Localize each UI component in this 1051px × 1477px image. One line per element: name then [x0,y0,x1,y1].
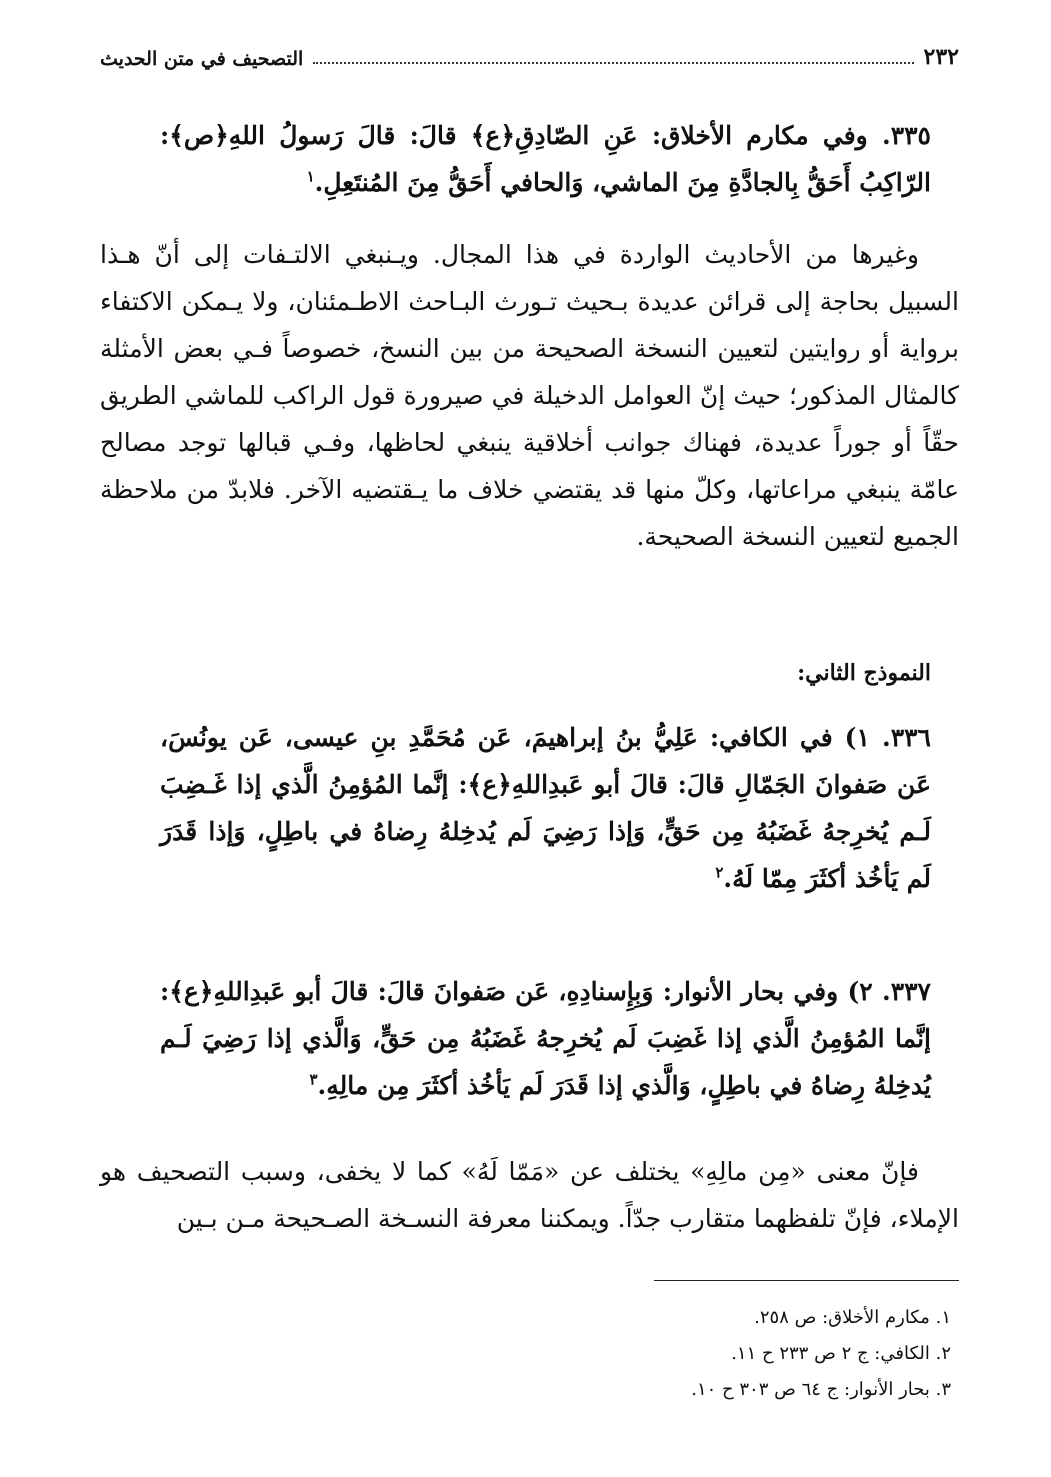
hadith-337 [160,968,931,1109]
footnote-ref-3[interactable]: ٣ [309,1070,318,1089]
page-number: ٢٣٢ [923,44,959,70]
footnotes-list [500,1300,951,1408]
footnote-1: ١. مكارم الأخلاق: ص ٢٥٨. [754,1307,951,1328]
footnote-ref-2[interactable]: ٢ [715,863,724,882]
hadith-336 [160,714,931,902]
running-title: التصحيف في متن الحديث [100,48,304,70]
hadith-337-text: ٣٣٧. ٢) وفي بحار الأنوار: وَبِإِسنادِهِ، عَن صَفوانَ قالَ: قالَ أبو عَبدِاللهِ﴿ع﴾: إنَّما المُؤمِنُ الَّذي إذا غَضِبَ لَم يُخرِجهُ غَضَبُهُ مِن حَقٍّ، وَالَّذي إذا رَضِيَ لَـم يُدخِلهُ رِضاهُ في باطِلٍ، وَالَّذي إذا قَدَرَ لَم يَأخُذ أكثَرَ مِن مالِهِ. [160,977,931,1100]
footnote-3: ٣. بحار الأنوار: ج ٦٤ ص ٣٠٣ ح ١٠. [691,1379,951,1400]
footnote-divider [654,1280,959,1281]
hadith-336-text: ٣٣٦. ١) في الكافي: عَلِيُّ بنُ إبراهيمَ، عَن مُحَمَّدِ بنِ عيسى، عَن يونُسَ، عَن صَفوانَ الجَمّالِ قالَ: قالَ أبو عَبدِاللهِ﴿ع﴾: إنَّما المُؤمِنُ الَّذي إذا غَـضِبَ لَـم يُخرِجهُ غَضَبُهُ مِن حَقٍّ، وَإذا رَضِيَ لَم يُدخِلهُ رِضاهُ في باطِلٍ، وَإذا قَدَرَ لَم يَأخُذ أكثَرَ مِمّا لَهُ. [160,723,931,893]
body-paragraph-1: وغيرها من الأحاديث الواردة في هذا المجال. ويـنبغي الالتـفات إلى أنّ هـذا السبيل بحاجة إلى قرائن عديدة بـحيث تـورث البـاحث الاطـمئنان، ولا يـمكن الاكتفاء برواية أو روايتين لتعيين النسخة الصحيحة من بين النسخ، خصوصاً فـي بعض الأمثلة كالمثال المذكور؛ حيث إنّ العوامل الدخيلة في صيرورة قول الراكب للماشي الطريق حقّاً أو جوراً عديدة، فهناك جوانب أخلاقية ينبغي لحاظها، وفـي قبالها توجد مصالح عامّة ينبغي مراعاتها، وكلّ منها قد يقتضي خلاف ما يـقتضيه الآخر. فلابدّ من ملاحظة الجميع لتعيين النسخة الصحيحة. [100,240,959,551]
hadith-335 [160,112,931,206]
body-paragraph-2: فإنّ معنى «مِن مالِهِ» يختلف عن «مَمّا لَهُ» كما لا يخفى، وسبب التصحيف هو الإملاء، فإنّ تلفظهما متقارب جدّاً. ويمكننا معرفة النسـخة الصـحيحة مـن بـين [100,1157,959,1233]
footnote-ref-1[interactable]: ١ [306,167,315,186]
hadith-335-text: ٣٣٥. وفي مكارم الأخلاق: عَنِ الصّادِقِ﴿ع﴾ قالَ: قالَ رَسولُ اللهِ﴿ص﴾: الرّاكِبُ أَحَقُّ بِالجادَّةِ مِنَ الماشي، وَالحافي أَحَقُّ مِنَ المُنتَعِلِ. [160,121,931,197]
header-dot-leader [313,62,913,64]
section-subheading: النموذج الثاني: [797,660,931,686]
page-header [100,30,959,70]
footnote-2: ٢. الكافي: ج ٢ ص ٢٣٣ ح ١١. [731,1343,951,1364]
